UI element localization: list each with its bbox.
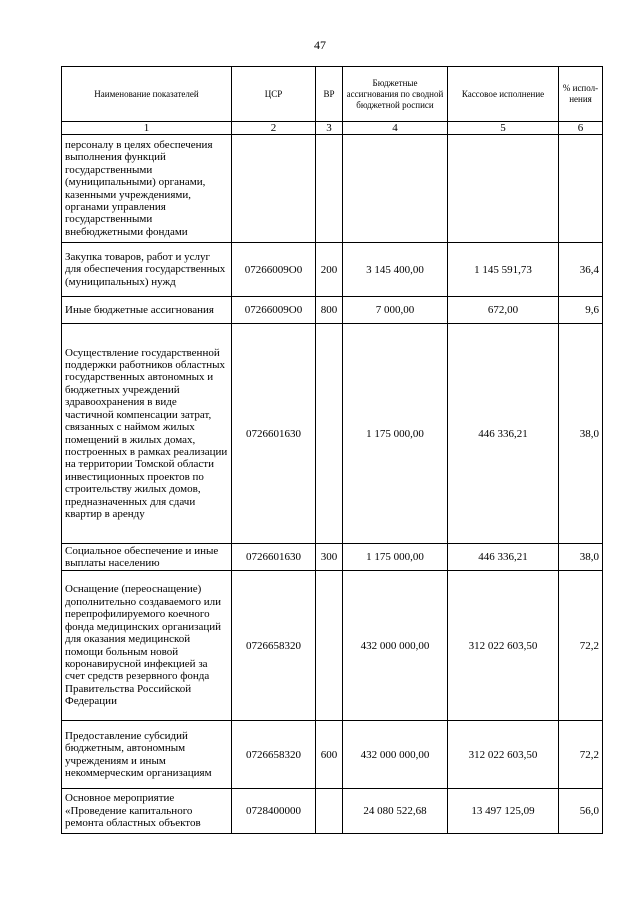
column-number: 2 <box>232 122 316 135</box>
page-number: 47 <box>314 38 326 52</box>
column-number: 5 <box>448 122 559 135</box>
row-name: Основное мероприятие «Проведение капитального ремонта областных объектов <box>62 789 232 834</box>
table-row <box>62 135 603 243</box>
row-percent: 38,0 <box>559 324 603 544</box>
row-csr: 0726658320 <box>232 571 316 721</box>
table-row <box>62 243 603 297</box>
table-row <box>62 789 603 834</box>
row-csr: 0726601630 <box>232 544 316 571</box>
header-vr: ВР <box>316 67 343 122</box>
row-name: Закупка товаров, работ и услуг для обеспечения государственных (муниципальных) нужд <box>62 243 232 297</box>
budget-execution-table <box>61 66 603 834</box>
row-csr: 07266009О0 <box>232 243 316 297</box>
row-vr <box>316 571 343 721</box>
row-percent: 72,2 <box>559 571 603 721</box>
header-csr: ЦСР <box>232 67 316 122</box>
row-cash: 312 022 603,50 <box>448 571 559 721</box>
row-allocation: 7 000,00 <box>343 297 448 324</box>
table-row <box>62 721 603 789</box>
row-percent: 72,2 <box>559 721 603 789</box>
header-percent: % испол-нения <box>559 67 603 122</box>
row-percent: 36,4 <box>559 243 603 297</box>
row-name: Оснащение (переоснащение) дополнительно создаваемого или перепрофилируемого коечного фонда медицинских организаций для оказания медицинской помощи больным новой коронавирусной инфекцией за счет средств резервного фонда Правительства Российской Федерации <box>62 571 232 721</box>
row-percent: 38,0 <box>559 544 603 571</box>
table-row <box>62 571 603 721</box>
row-allocation: 3 145 400,00 <box>343 243 448 297</box>
row-vr <box>316 324 343 544</box>
row-percent: 9,6 <box>559 297 603 324</box>
row-vr <box>316 789 343 834</box>
table-row <box>62 297 603 324</box>
row-name: Предоставление субсидий бюджетным, автономным учреждениям и иным некоммерческим организациям <box>62 721 232 789</box>
row-vr: 600 <box>316 721 343 789</box>
row-name: Осуществление государственной поддержки работников областных государственных автономных и бюджетных учреждений здравоохранения в виде частичной компенсации затрат, связанных с наймом жилых помещений в жилых домах, построенных в рамках реализации на территории Томской области инвестиционных проектов по строительству жилых домов, предназначенных для сдачи квартир в аренду <box>62 324 232 544</box>
column-number: 6 <box>559 122 603 135</box>
row-cash: 446 336,21 <box>448 544 559 571</box>
table-row <box>62 544 603 571</box>
row-vr <box>316 135 343 243</box>
row-csr <box>232 135 316 243</box>
column-number: 3 <box>316 122 343 135</box>
row-name: Социальное обеспечение и иные выплаты населению <box>62 544 232 571</box>
column-number: 4 <box>343 122 448 135</box>
table-row <box>62 324 603 544</box>
row-allocation: 432 000 000,00 <box>343 721 448 789</box>
table-header-row <box>62 67 603 122</box>
row-allocation: 1 175 000,00 <box>343 324 448 544</box>
row-cash: 446 336,21 <box>448 324 559 544</box>
row-allocation: 1 175 000,00 <box>343 544 448 571</box>
row-cash: 1 145 591,73 <box>448 243 559 297</box>
row-csr: 0726658320 <box>232 721 316 789</box>
header-allocations: Бюджетные ассигнования по сводной бюджетной росписи <box>343 67 448 122</box>
row-cash <box>448 135 559 243</box>
column-number-row <box>62 122 603 135</box>
row-name: Иные бюджетные ассигнования <box>62 297 232 324</box>
row-vr: 200 <box>316 243 343 297</box>
row-allocation: 24 080 522,68 <box>343 789 448 834</box>
row-allocation <box>343 135 448 243</box>
row-cash: 13 497 125,09 <box>448 789 559 834</box>
header-cash-execution: Кассовое исполнение <box>448 67 559 122</box>
row-cash: 312 022 603,50 <box>448 721 559 789</box>
row-csr: 0728400000 <box>232 789 316 834</box>
row-percent <box>559 135 603 243</box>
row-cash: 672,00 <box>448 297 559 324</box>
header-name: Наименование показателей <box>62 67 232 122</box>
row-allocation: 432 000 000,00 <box>343 571 448 721</box>
column-number: 1 <box>62 122 232 135</box>
row-csr: 0726601630 <box>232 324 316 544</box>
row-csr: 07266009О0 <box>232 297 316 324</box>
row-vr: 800 <box>316 297 343 324</box>
row-vr: 300 <box>316 544 343 571</box>
row-name: персоналу в целях обеспечения выполнения функций государственными (муниципальными) органами, казенными учреждениями, органами управления государственными внебюджетными фондами <box>62 135 232 243</box>
row-percent: 56,0 <box>559 789 603 834</box>
